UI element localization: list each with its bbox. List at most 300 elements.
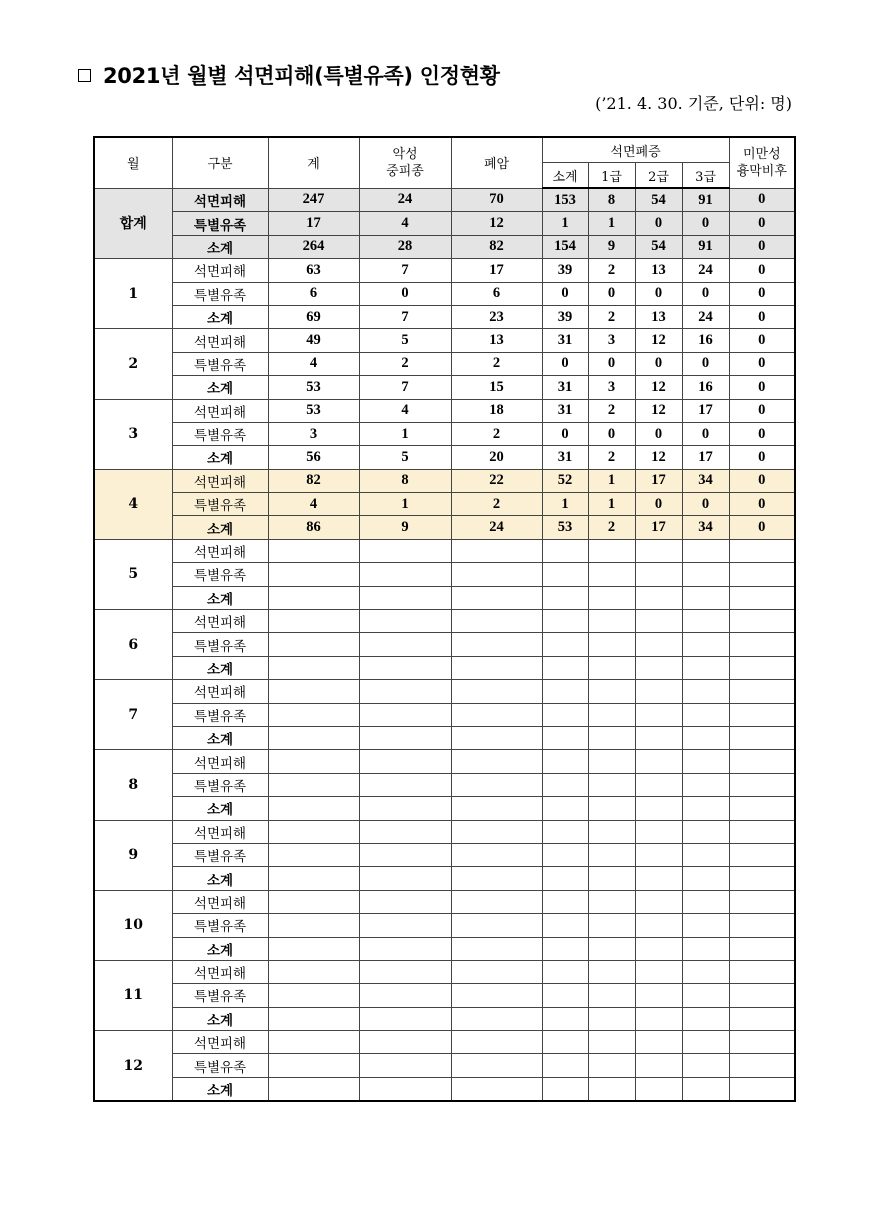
value-cell bbox=[268, 633, 359, 656]
value-cell bbox=[729, 610, 795, 633]
value-cell bbox=[729, 703, 795, 726]
value-cell: 53 bbox=[268, 376, 359, 399]
value-cell bbox=[635, 633, 682, 656]
value-cell: 3 bbox=[588, 376, 635, 399]
value-cell bbox=[451, 656, 542, 679]
header-grade3: 3급 bbox=[682, 163, 729, 189]
value-cell bbox=[635, 1007, 682, 1030]
value-cell: 0 bbox=[588, 352, 635, 375]
value-cell: 2 bbox=[588, 305, 635, 328]
value-cell bbox=[359, 843, 451, 866]
value-cell: 0 bbox=[588, 422, 635, 445]
value-cell: 0 bbox=[729, 188, 795, 212]
table-row bbox=[94, 610, 795, 633]
value-cell bbox=[588, 820, 635, 843]
value-cell bbox=[268, 890, 359, 913]
value-cell bbox=[268, 1077, 359, 1101]
value-cell bbox=[635, 1077, 682, 1101]
value-cell bbox=[682, 656, 729, 679]
value-cell bbox=[635, 937, 682, 960]
value-cell bbox=[588, 586, 635, 609]
category-cell: 소계 bbox=[172, 376, 268, 399]
value-cell: 31 bbox=[542, 446, 588, 469]
category-cell: 특별유족 bbox=[172, 422, 268, 445]
month-cell: 8 bbox=[94, 750, 172, 820]
table-row bbox=[94, 376, 795, 399]
table-row bbox=[94, 352, 795, 375]
value-cell: 8 bbox=[588, 188, 635, 212]
value-cell bbox=[588, 773, 635, 796]
month-cell: 5 bbox=[94, 539, 172, 609]
value-cell bbox=[635, 890, 682, 913]
table-row bbox=[94, 305, 795, 328]
category-cell: 석면피해 bbox=[172, 259, 268, 282]
value-cell bbox=[542, 726, 588, 749]
month-cell: 7 bbox=[94, 680, 172, 750]
value-cell: 0 bbox=[588, 282, 635, 305]
value-cell bbox=[682, 937, 729, 960]
value-cell bbox=[451, 563, 542, 586]
value-cell bbox=[588, 610, 635, 633]
table-row bbox=[94, 563, 795, 586]
statistics-table bbox=[93, 136, 796, 1102]
value-cell bbox=[542, 867, 588, 890]
value-cell bbox=[729, 984, 795, 1007]
value-cell bbox=[729, 563, 795, 586]
category-cell: 특별유족 bbox=[172, 282, 268, 305]
value-cell bbox=[451, 750, 542, 773]
table-row bbox=[94, 493, 795, 516]
value-cell: 5 bbox=[359, 446, 451, 469]
value-cell: 1 bbox=[588, 469, 635, 492]
table-row bbox=[94, 329, 795, 352]
value-cell: 0 bbox=[682, 493, 729, 516]
value-cell: 31 bbox=[542, 329, 588, 352]
value-cell bbox=[588, 984, 635, 1007]
checkbox-bullet-icon bbox=[78, 69, 91, 82]
value-cell bbox=[359, 797, 451, 820]
value-cell: 3 bbox=[588, 329, 635, 352]
value-cell: 1 bbox=[542, 212, 588, 235]
table-row bbox=[94, 188, 795, 212]
value-cell: 49 bbox=[268, 329, 359, 352]
value-cell: 23 bbox=[451, 305, 542, 328]
value-cell: 8 bbox=[359, 469, 451, 492]
value-cell bbox=[542, 937, 588, 960]
table-row bbox=[94, 680, 795, 703]
month-cell: 10 bbox=[94, 890, 172, 960]
table-row bbox=[94, 399, 795, 422]
value-cell: 86 bbox=[268, 516, 359, 539]
category-cell: 소계 bbox=[172, 586, 268, 609]
value-cell bbox=[588, 1054, 635, 1077]
value-cell bbox=[588, 656, 635, 679]
table-row bbox=[94, 633, 795, 656]
category-cell: 특별유족 bbox=[172, 843, 268, 866]
header-lung-cancer: 폐암 bbox=[451, 137, 542, 188]
value-cell bbox=[268, 914, 359, 937]
page-title bbox=[78, 60, 500, 90]
category-cell: 소계 bbox=[172, 305, 268, 328]
value-cell: 54 bbox=[635, 235, 682, 258]
value-cell bbox=[729, 820, 795, 843]
value-cell bbox=[729, 797, 795, 820]
value-cell: 4 bbox=[268, 493, 359, 516]
value-cell bbox=[542, 586, 588, 609]
header-total: 계 bbox=[268, 137, 359, 188]
value-cell: 22 bbox=[451, 469, 542, 492]
value-cell bbox=[542, 563, 588, 586]
value-cell: 7 bbox=[359, 259, 451, 282]
value-cell: 39 bbox=[542, 259, 588, 282]
value-cell: 6 bbox=[451, 282, 542, 305]
value-cell: 1 bbox=[359, 422, 451, 445]
value-cell bbox=[588, 797, 635, 820]
value-cell bbox=[729, 867, 795, 890]
month-cell: 6 bbox=[94, 610, 172, 680]
value-cell bbox=[451, 820, 542, 843]
value-cell bbox=[635, 797, 682, 820]
value-cell: 0 bbox=[682, 352, 729, 375]
value-cell bbox=[588, 960, 635, 983]
header-pleural-line1: 미만성 bbox=[742, 146, 781, 162]
header-month: 월 bbox=[94, 137, 172, 188]
value-cell: 0 bbox=[729, 446, 795, 469]
value-cell bbox=[729, 937, 795, 960]
value-cell bbox=[682, 867, 729, 890]
value-cell bbox=[451, 680, 542, 703]
value-cell bbox=[682, 750, 729, 773]
value-cell bbox=[359, 633, 451, 656]
value-cell bbox=[542, 960, 588, 983]
category-cell: 석면피해 bbox=[172, 469, 268, 492]
value-cell: 154 bbox=[542, 235, 588, 258]
month-cell: 4 bbox=[94, 469, 172, 539]
value-cell bbox=[729, 960, 795, 983]
category-cell: 특별유족 bbox=[172, 1054, 268, 1077]
value-cell bbox=[635, 1054, 682, 1077]
table-row bbox=[94, 937, 795, 960]
value-cell bbox=[268, 937, 359, 960]
value-cell: 52 bbox=[542, 469, 588, 492]
value-cell bbox=[588, 539, 635, 562]
category-cell: 석면피해 bbox=[172, 820, 268, 843]
table-row bbox=[94, 797, 795, 820]
value-cell bbox=[682, 843, 729, 866]
category-cell: 석면피해 bbox=[172, 188, 268, 212]
header-category: 구분 bbox=[172, 137, 268, 188]
category-cell: 석면피해 bbox=[172, 329, 268, 352]
value-cell: 4 bbox=[359, 399, 451, 422]
value-cell bbox=[542, 797, 588, 820]
value-cell: 0 bbox=[635, 422, 682, 445]
value-cell bbox=[268, 960, 359, 983]
table-row bbox=[94, 516, 795, 539]
table-row bbox=[94, 1054, 795, 1077]
category-cell: 소계 bbox=[172, 446, 268, 469]
value-cell bbox=[588, 1031, 635, 1054]
value-cell: 2 bbox=[451, 422, 542, 445]
value-cell bbox=[588, 726, 635, 749]
category-cell: 소계 bbox=[172, 235, 268, 258]
value-cell bbox=[682, 563, 729, 586]
value-cell bbox=[542, 1007, 588, 1030]
value-cell: 34 bbox=[682, 516, 729, 539]
category-cell: 석면피해 bbox=[172, 750, 268, 773]
category-cell: 석면피해 bbox=[172, 399, 268, 422]
value-cell: 7 bbox=[359, 376, 451, 399]
category-cell: 소계 bbox=[172, 1007, 268, 1030]
value-cell: 12 bbox=[451, 212, 542, 235]
value-cell bbox=[729, 1031, 795, 1054]
value-cell bbox=[635, 656, 682, 679]
value-cell bbox=[542, 843, 588, 866]
value-cell: 0 bbox=[682, 422, 729, 445]
value-cell: 3 bbox=[268, 422, 359, 445]
value-cell bbox=[588, 867, 635, 890]
value-cell: 12 bbox=[635, 399, 682, 422]
value-cell: 54 bbox=[635, 188, 682, 212]
value-cell bbox=[451, 610, 542, 633]
table-row bbox=[94, 984, 795, 1007]
month-cell: 3 bbox=[94, 399, 172, 469]
value-cell: 0 bbox=[682, 282, 729, 305]
value-cell bbox=[588, 1077, 635, 1101]
value-cell: 0 bbox=[542, 422, 588, 445]
value-cell bbox=[268, 773, 359, 796]
value-cell bbox=[588, 843, 635, 866]
header-mesothelioma-line2: 중피종 bbox=[386, 163, 424, 179]
value-cell bbox=[451, 1031, 542, 1054]
value-cell bbox=[635, 820, 682, 843]
value-cell bbox=[268, 797, 359, 820]
value-cell bbox=[542, 680, 588, 703]
value-cell: 0 bbox=[635, 352, 682, 375]
value-cell bbox=[359, 1007, 451, 1030]
value-cell bbox=[359, 610, 451, 633]
value-cell bbox=[729, 726, 795, 749]
month-cell: 2 bbox=[94, 329, 172, 399]
value-cell: 91 bbox=[682, 235, 729, 258]
month-cell: 1 bbox=[94, 259, 172, 329]
value-cell bbox=[451, 1077, 542, 1101]
value-cell bbox=[588, 680, 635, 703]
value-cell: 17 bbox=[682, 446, 729, 469]
category-cell: 특별유족 bbox=[172, 493, 268, 516]
value-cell: 4 bbox=[359, 212, 451, 235]
value-cell bbox=[268, 1031, 359, 1054]
value-cell bbox=[268, 867, 359, 890]
value-cell: 20 bbox=[451, 446, 542, 469]
value-cell bbox=[268, 820, 359, 843]
table-row bbox=[94, 282, 795, 305]
value-cell bbox=[542, 1031, 588, 1054]
table-row bbox=[94, 1031, 795, 1054]
value-cell bbox=[542, 1054, 588, 1077]
value-cell bbox=[588, 633, 635, 656]
value-cell: 2 bbox=[359, 352, 451, 375]
category-cell: 소계 bbox=[172, 656, 268, 679]
category-cell: 특별유족 bbox=[172, 633, 268, 656]
value-cell bbox=[729, 890, 795, 913]
value-cell bbox=[359, 960, 451, 983]
value-cell bbox=[451, 797, 542, 820]
value-cell bbox=[451, 633, 542, 656]
value-cell: 2 bbox=[588, 259, 635, 282]
value-cell: 0 bbox=[542, 352, 588, 375]
value-cell bbox=[359, 586, 451, 609]
value-cell bbox=[588, 890, 635, 913]
category-cell: 석면피해 bbox=[172, 890, 268, 913]
value-cell bbox=[635, 539, 682, 562]
value-cell bbox=[682, 890, 729, 913]
value-cell: 16 bbox=[682, 329, 729, 352]
table-row bbox=[94, 586, 795, 609]
value-cell: 28 bbox=[359, 235, 451, 258]
value-cell: 0 bbox=[635, 282, 682, 305]
table-row bbox=[94, 750, 795, 773]
value-cell: 1 bbox=[359, 493, 451, 516]
value-cell bbox=[451, 539, 542, 562]
table-row bbox=[94, 1007, 795, 1030]
value-cell: 2 bbox=[451, 493, 542, 516]
value-cell: 2 bbox=[588, 516, 635, 539]
value-cell bbox=[635, 750, 682, 773]
value-cell bbox=[451, 1054, 542, 1077]
value-cell bbox=[359, 726, 451, 749]
table-row bbox=[94, 235, 795, 258]
value-cell bbox=[635, 680, 682, 703]
value-cell: 91 bbox=[682, 188, 729, 212]
table-row bbox=[94, 820, 795, 843]
value-cell: 17 bbox=[635, 516, 682, 539]
value-cell: 0 bbox=[682, 212, 729, 235]
month-cell: 12 bbox=[94, 1031, 172, 1102]
value-cell bbox=[635, 703, 682, 726]
value-cell bbox=[359, 773, 451, 796]
value-cell bbox=[451, 586, 542, 609]
value-cell bbox=[268, 680, 359, 703]
value-cell bbox=[682, 1031, 729, 1054]
value-cell: 0 bbox=[729, 469, 795, 492]
title-text: 2021년 월별 석면피해(특별유족) 인정현황 bbox=[103, 64, 500, 88]
category-cell: 소계 bbox=[172, 797, 268, 820]
value-cell bbox=[635, 984, 682, 1007]
value-cell: 0 bbox=[635, 212, 682, 235]
category-cell: 특별유족 bbox=[172, 212, 268, 235]
value-cell: 153 bbox=[542, 188, 588, 212]
value-cell bbox=[542, 773, 588, 796]
value-cell bbox=[359, 1031, 451, 1054]
value-cell bbox=[682, 539, 729, 562]
value-cell bbox=[635, 610, 682, 633]
value-cell bbox=[729, 539, 795, 562]
value-cell bbox=[359, 890, 451, 913]
value-cell: 16 bbox=[682, 376, 729, 399]
category-cell: 특별유족 bbox=[172, 984, 268, 1007]
value-cell: 0 bbox=[729, 259, 795, 282]
value-cell bbox=[588, 1007, 635, 1030]
value-cell bbox=[682, 703, 729, 726]
value-cell: 0 bbox=[729, 212, 795, 235]
value-cell bbox=[359, 914, 451, 937]
value-cell bbox=[359, 563, 451, 586]
category-cell: 석면피해 bbox=[172, 960, 268, 983]
value-cell: 17 bbox=[268, 212, 359, 235]
value-cell: 15 bbox=[451, 376, 542, 399]
value-cell: 247 bbox=[268, 188, 359, 212]
value-cell bbox=[588, 750, 635, 773]
header-mesothelioma bbox=[359, 137, 451, 188]
value-cell: 9 bbox=[588, 235, 635, 258]
value-cell bbox=[635, 867, 682, 890]
value-cell bbox=[682, 633, 729, 656]
value-cell bbox=[268, 586, 359, 609]
value-cell bbox=[682, 586, 729, 609]
value-cell bbox=[542, 820, 588, 843]
value-cell: 0 bbox=[729, 329, 795, 352]
value-cell: 13 bbox=[451, 329, 542, 352]
value-cell: 6 bbox=[268, 282, 359, 305]
value-cell bbox=[635, 726, 682, 749]
value-cell bbox=[268, 843, 359, 866]
header-mesothelioma-line1: 악성 bbox=[392, 146, 418, 162]
value-cell bbox=[359, 984, 451, 1007]
value-cell: 0 bbox=[729, 235, 795, 258]
value-cell bbox=[635, 914, 682, 937]
value-cell bbox=[359, 680, 451, 703]
value-cell: 24 bbox=[682, 305, 729, 328]
value-cell bbox=[635, 586, 682, 609]
value-cell bbox=[451, 937, 542, 960]
value-cell bbox=[451, 843, 542, 866]
value-cell bbox=[635, 960, 682, 983]
value-cell bbox=[682, 1054, 729, 1077]
header-pleural-thickening bbox=[729, 137, 795, 188]
value-cell: 0 bbox=[729, 516, 795, 539]
value-cell: 39 bbox=[542, 305, 588, 328]
category-cell: 소계 bbox=[172, 726, 268, 749]
value-cell bbox=[359, 1054, 451, 1077]
value-cell bbox=[729, 843, 795, 866]
value-cell bbox=[268, 563, 359, 586]
table-row bbox=[94, 890, 795, 913]
value-cell bbox=[542, 610, 588, 633]
value-cell bbox=[268, 610, 359, 633]
category-cell: 석면피해 bbox=[172, 539, 268, 562]
value-cell: 24 bbox=[451, 516, 542, 539]
value-cell bbox=[729, 1054, 795, 1077]
value-cell: 34 bbox=[682, 469, 729, 492]
value-cell: 24 bbox=[359, 188, 451, 212]
table-row bbox=[94, 212, 795, 235]
value-cell: 1 bbox=[588, 493, 635, 516]
table-row bbox=[94, 259, 795, 282]
category-cell: 소계 bbox=[172, 516, 268, 539]
value-cell: 0 bbox=[729, 422, 795, 445]
value-cell bbox=[451, 890, 542, 913]
value-cell: 4 bbox=[268, 352, 359, 375]
category-cell: 특별유족 bbox=[172, 773, 268, 796]
value-cell bbox=[542, 656, 588, 679]
value-cell bbox=[451, 773, 542, 796]
table-row bbox=[94, 446, 795, 469]
category-cell: 소계 bbox=[172, 867, 268, 890]
value-cell: 2 bbox=[588, 399, 635, 422]
value-cell bbox=[451, 984, 542, 1007]
value-cell bbox=[682, 1077, 729, 1101]
value-cell: 53 bbox=[542, 516, 588, 539]
